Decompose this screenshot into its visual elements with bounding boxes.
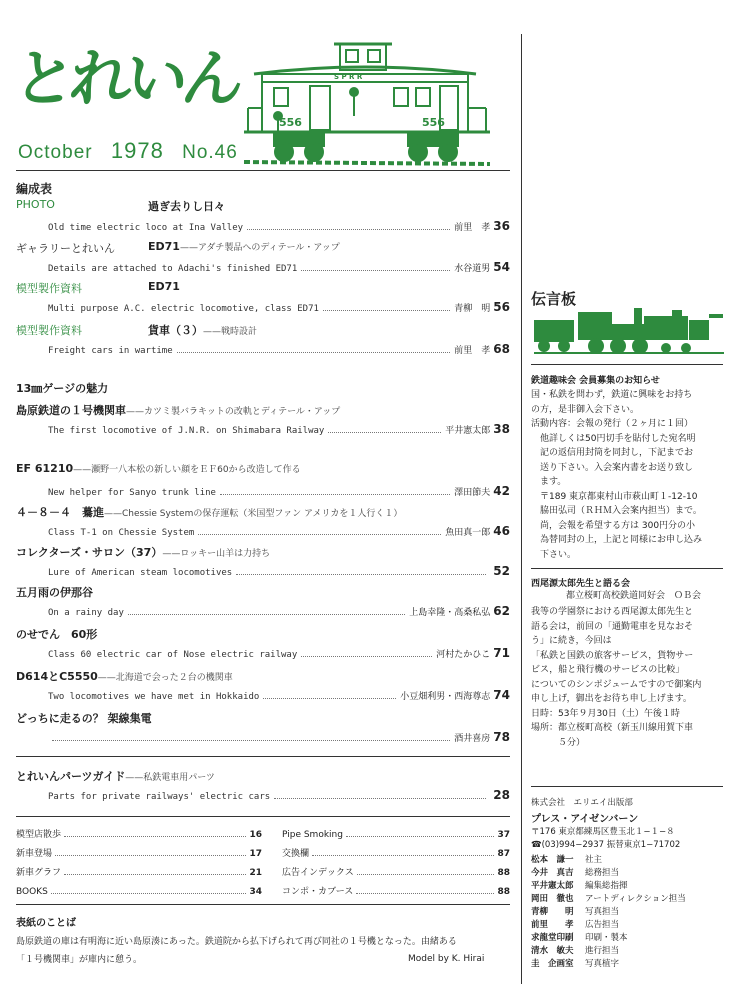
notice1-line: 送り下さい。入会案内書をお送り致し [531,462,694,473]
toc-entry-page: 74 [493,688,510,702]
staff-row [531,944,619,956]
staff-row [531,853,602,865]
staff-name: 前里 孝 [531,920,574,930]
notice2-line: 申し上げ，御出をお待ち申し上げます。 [531,694,692,704]
toc-entry-author: 河村たかひこ [436,650,491,660]
index-page: 16 [249,830,262,840]
publisher-phone: ☎(03)994−2937 振替東京1−71702 [531,840,681,850]
notice1-line: 脇田弘司（ＲＨＭ入会案内担当）まで。 [531,506,702,516]
staff-role: 社主 [585,855,603,865]
toc-entry-title: 過ぎ去りし日々 [148,200,225,213]
toc-entry-english: On a rainy day [48,608,124,618]
toc-entry-row[interactable] [48,422,510,436]
toc-entry-author: 前里 孝 [454,346,491,356]
notice1-line: 尚，会報を希望する方は 300円分の小 [531,520,696,531]
article-title: コレクターズ・サロン（37） [16,546,163,559]
notice2-line: ５分） [531,737,586,748]
publisher-name: プレス・アイゼンバーン [531,814,639,825]
toc-entry-author: 水谷道男 [454,264,491,274]
index-page: 37 [497,830,510,840]
toc-entry-page: 38 [493,422,510,436]
toc-entry-row[interactable] [48,342,510,356]
caboose-number-right: 556 [422,116,445,129]
cover-credit: Model by K. Hirai [408,954,485,964]
index-item[interactable] [282,845,510,859]
toc-entry-page: 54 [493,260,510,274]
section-rule [16,904,510,905]
notice2-line: 場所：都立桜町高校（新玉川線用賀下車 [531,723,694,733]
toc-entry-author: 小豆畑利男・西海尊志 [400,692,491,702]
toc-entry-title: ED71 [148,240,180,253]
cover-line-1: 島原鉄道の庫は有明海に近い島原湊にあった。鉄道院から払下げられて再び同社の１号機となった。由緒ある [16,937,457,947]
toc-entry-row[interactable] [48,788,510,802]
notice2-line: ビス，船と飛行機のサービスの比較」 [531,665,685,675]
index-page: 17 [249,849,262,859]
toc-entry-english: Class 60 electric car of Nose electric railway [48,650,298,660]
notice2-line: 語る会は，前回の「通勤電車を見なおそ [531,621,694,632]
parts-title: とれいんパーツガイド [16,770,126,783]
staff-role: 写真担当 [585,907,620,917]
staff-row [531,931,628,943]
staff-row [531,905,619,917]
article-subtitle: ——ロッキー山羊は力持ち [162,549,271,559]
notice1-line: 下さい。 [531,549,577,560]
toc-entry-author: 平井憲太郎 [445,426,491,436]
index-label: BOOKS [16,887,48,897]
notice2-org: 都立桜町高校鉄道同好会 ＯＢ会 [566,591,702,601]
index-label: Pipe Smoking [282,830,343,840]
toc-entry-english: Parts for private railways' electric cars [48,792,271,802]
toc-entry-author: 酒井喜房 [454,734,491,744]
index-page: 34 [249,887,262,897]
staff-name: 清水 敏夫 [531,946,574,956]
notice1-line: 為替同封の上，上記と同様にお申し込み [531,535,703,545]
notice1-line: ます。 [531,477,567,487]
toc-entry-row[interactable] [48,524,510,538]
toc-entry-english: Freight cars in wartime [48,346,173,356]
publisher-address: 〒176 東京都練馬区豊玉北１−１−８ [531,827,675,837]
notice2-line: う」に続き，今回は [531,636,612,646]
toc-entry-category: 模型製作資料 [16,282,82,295]
index-item[interactable] [16,883,262,897]
index-item[interactable] [16,845,262,859]
publisher-company: 株式会社 エリエイ出版部 [531,798,633,808]
article-title: どっちに走るの？ 架線集電 [16,712,152,725]
toc-entry-author: 魚田真一郎 [445,528,491,538]
article-title: EF 61210 [16,462,74,475]
toc-entry-row[interactable] [48,484,510,498]
board-rule [531,786,723,787]
index-label: 交換欄 [282,849,310,859]
column-divider [521,34,522,984]
toc-entry-author: 青柳 明 [454,304,491,314]
toc-entry-category: 模型製作資料 [16,324,82,337]
toc-entry-page: 46 [493,524,510,538]
staff-row [531,918,619,930]
notice1-line: 他詳しくは50円切手を貼付した宛名明 [531,433,696,444]
issue-month: October [18,142,93,163]
staff-role: 写真植字 [585,959,620,969]
toc-entry-title: 貨車（３） [148,324,203,337]
article-subtitle: ——Chessie Systemの保存運転（米国型ファン アメリカを１人行く１） [104,509,403,519]
toc-entry-english: Class T-1 on Chessie System [48,528,195,538]
toc-heading: 編成表 [16,182,53,196]
section-rule [16,756,510,757]
article-title: のせでん 60形 [16,628,98,641]
index-item[interactable] [282,864,510,878]
issue-year: 1978 [110,138,164,163]
article-title: 五月雨の伊那谷 [16,586,93,599]
toc-entry-author: 上島幸隆・高桑私弘 [409,608,491,618]
index-item[interactable] [282,826,510,840]
index-label: コンポ・カブース [282,887,354,897]
toc-entry-category: PHOTO [16,198,55,211]
staff-role: アートディレクション担当 [585,894,686,904]
toc-entry-row[interactable] [48,564,510,578]
staff-row [531,957,619,969]
gauge-subtitle: ——カツミ製バラキットの改軌とディテール・アップ [126,407,341,417]
staff-name: 平井憲太郎 [531,881,574,891]
toc-entry-page: 28 [493,788,510,802]
top-rule [16,170,510,171]
toc-entry-page: 42 [493,484,510,498]
magazine-logo: とれいん [10,42,242,115]
notice1-body [531,388,702,562]
index-label: 広告インデックス [282,868,354,878]
staff-role: 編集総指揮 [585,881,628,891]
staff-name: 圭 企画室 [531,959,574,969]
staff-role: 印刷・製本 [585,933,628,943]
notice1-line: 〒189 東京都東村山市萩山町１-12-10 [531,491,698,502]
cover-heading: 表紙のことば [16,918,76,929]
staff-name: 岡田 徹也 [531,894,574,904]
caboose-illustration [244,30,492,172]
index-item[interactable] [282,883,510,897]
toc-entry-author: 前里 孝 [454,223,491,233]
index-label: 模型店散歩 [16,830,62,840]
caboose-number-left: 556 [279,116,302,129]
notice1-heading: 鉄道趣味会 会員募集のお知らせ [531,376,660,386]
toc-entry-page: 56 [493,300,510,314]
staff-row [531,879,628,891]
toc-entry-english: The first locomotive of J.N.R. on Shimabara Railway [48,426,325,436]
toc-entry-row[interactable] [48,300,510,314]
staff-name: 松本 謙一 [531,855,574,865]
notice1-line: 国・私鉄を問わず，鉄道に興味をお持ち [531,390,693,400]
index-item[interactable] [16,864,262,878]
toc-entry-english: Old time electric loco at Ina Valley [48,223,244,233]
caboose-reporting-mark: S P R R [334,73,363,81]
toc-entry-page: 52 [493,564,510,578]
staff-row [531,892,686,904]
toc-entry-page: 71 [493,646,510,660]
toc-entry-english: Two locomotives we have met in Hokkaido [48,692,260,702]
notice2-body [531,605,701,750]
gauge-heading: 13㎜ゲージの魅力 [16,382,109,395]
notice2-heading: 西尾源太郎先生と語る会 [531,579,631,589]
article-subtitle: ——瀬野一八本松の新しい顔をＥＦ60から改造して作る [73,465,301,475]
index-item[interactable] [16,826,262,840]
issue-line [18,138,238,164]
notice1-line: の方，是非御入会下さい。 [531,404,640,415]
gauge-title: 島原鉄道の１号機関車 [16,404,126,417]
toc-entry-subtitle: ——戦時設計 [203,327,258,337]
toc-entry-page: 36 [493,219,510,233]
toc-entry-page: 78 [493,730,510,744]
notice1-line: 記の返信用封筒を同封し，下記までお [531,448,694,458]
notice2-line: 我等の学園祭における西尾源太郎先生と [531,607,694,617]
staff-name: 求龍堂印刷 [531,933,574,943]
toc-entry-row[interactable] [48,604,510,618]
toc-entry-page: 62 [493,604,510,618]
notice1-line: 活動内容：会報の発行（２ヶ月に１回） [531,419,694,429]
toc-entry-row[interactable] [48,646,510,660]
index-page: 87 [497,849,510,859]
article-title: D614とC5550 [16,670,98,683]
staff-role: 広告担当 [585,920,620,930]
toc-entry-english: Details are attached to Adachi's finished ED71 [48,264,298,274]
index-label: 新車登場 [16,849,53,859]
toc-entry-row[interactable] [48,260,510,274]
toc-entry-page: 68 [493,342,510,356]
notice2-line: 日時：53年９月30日（土）午後１時 [531,708,680,719]
issue-number: No.46 [182,142,238,163]
article-subtitle: ——北海道で会った２台の機関車 [97,673,233,683]
board-rule [531,568,723,569]
cover-line-2: 「１号機関車」が庫内に憩う。 [16,955,143,965]
toc-entry-english: New helper for Sanyo trunk line [48,488,216,498]
toc-entry-subtitle: ——アダチ製品へのディテール・アップ [179,243,340,253]
staff-name: 青柳 明 [531,907,574,917]
index-label: 新車グラフ [16,868,62,878]
parts-subtitle: ——私鉄電車用パーツ [125,773,215,783]
toc-entry-title: ED71 [148,280,180,293]
steam-locomotive-icon [534,306,724,356]
staff-row [531,866,619,878]
staff-role: 進行担当 [585,946,620,956]
index-page: 21 [249,868,262,878]
staff-role: 総務担当 [585,868,620,878]
toc-entry-category: ギャラリーとれいん [16,242,115,255]
toc-entry-author: 澤田節夫 [454,488,491,498]
board-rule [531,364,723,365]
article-title: ４－８－４ 驀進 [16,506,104,519]
toc-entry-row[interactable] [48,688,510,702]
section-rule [16,816,510,817]
toc-entry-row[interactable] [48,219,510,233]
index-page: 88 [497,887,510,897]
index-page: 88 [497,868,510,878]
toc-entry-english: Lure of American steam locomotives [48,568,233,578]
toc-entry-english: Multi purpose A.C. electric locomotive, class ED71 [48,304,319,314]
board-title: 伝言板 [531,290,577,308]
notice2-line: 「私鉄と国鉄の旅客サービス，貨物サー [531,650,694,661]
toc-entry-row[interactable] [48,730,510,744]
notice2-line: についてのシンポジュームですので御案内 [531,679,702,690]
staff-name: 今井 真吉 [531,868,574,878]
